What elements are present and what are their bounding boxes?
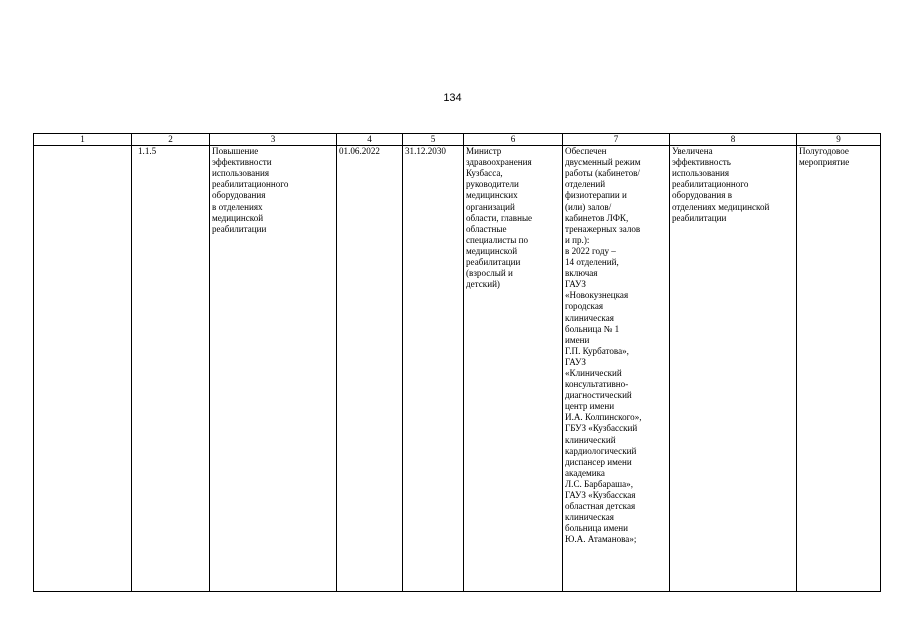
cell-activity-name: Повышение эффективности использования реабилитационного оборудования в отделениях медицинской реабилитации xyxy=(210,146,337,592)
cell-responsible: Министр здравоохранения Кузбасса, руководители медицинских организаций области, главные областные специалисты по медицинской реабилитации (взрослый и детский) xyxy=(464,146,563,592)
cell-start-date: 01.06.2022 xyxy=(337,146,403,592)
column-header-6: 6 xyxy=(464,134,563,146)
cell-frequency: Полугодовое мероприятие xyxy=(797,146,881,592)
table-header-row xyxy=(34,134,881,146)
column-header-3: 3 xyxy=(210,134,337,146)
cell-col1 xyxy=(34,146,132,592)
plan-table xyxy=(33,133,881,592)
cell-end-date: 31.12.2030 xyxy=(403,146,464,592)
column-header-5: 5 xyxy=(403,134,464,146)
column-header-9: 9 xyxy=(797,134,881,146)
column-header-2: 2 xyxy=(132,134,210,146)
table-row xyxy=(34,146,881,592)
column-header-1: 1 xyxy=(34,134,132,146)
page-number: 134 xyxy=(443,92,462,104)
cell-item-number: 1.1.5 xyxy=(132,146,210,592)
column-header-8: 8 xyxy=(670,134,797,146)
column-header-4: 4 xyxy=(337,134,403,146)
column-header-7: 7 xyxy=(563,134,670,146)
cell-expected-outcome: Увеличена эффективность использования реабилитационного оборудования в отделениях медицинской реабилитации xyxy=(670,146,797,592)
cell-result-description: Обеспечен двусменный режим работы (кабинетов/ отделений физиотерапии и (или) залов/ кабинетов ЛФК, тренажерных залов и пр.): в 2022 году – 14 отделений, включая ГАУЗ «Новокузнецкая городская клиническая больница № 1 имени Г.П. Курбатова», ГАУЗ «Клинический консультативно- диагностический центр имени И.А. Колпинского», ГБУЗ «Кузбасский клинический кардиологический диспансер имени академика Л.С. Барбараша», ГАУЗ «Кузбасская областная детская клиническая больница имени Ю.А. Атаманова»; xyxy=(563,146,670,592)
